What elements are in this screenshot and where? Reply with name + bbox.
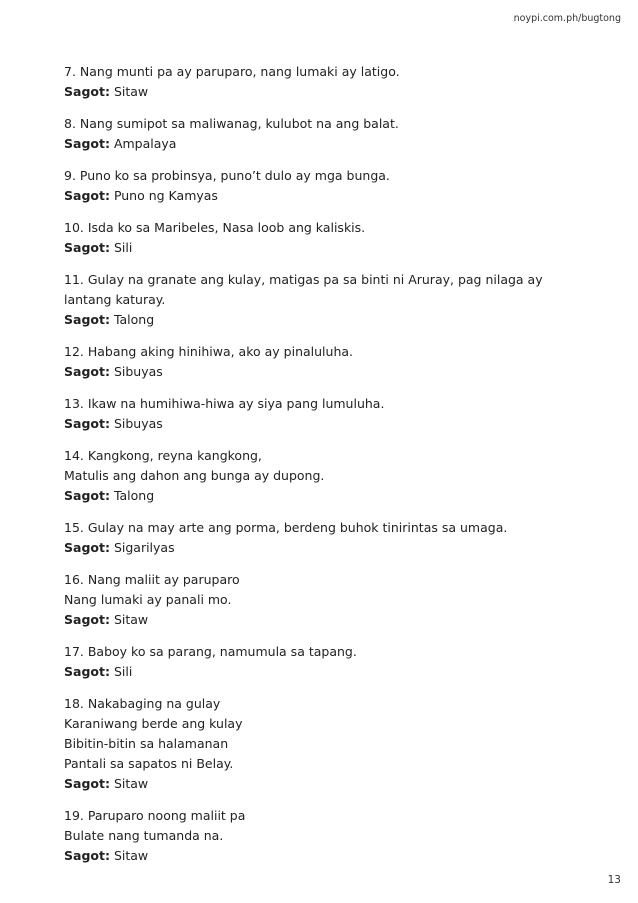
riddle-answer — [64, 610, 584, 630]
answer-label: Sagot: — [64, 488, 110, 503]
riddle-line: 12. Habang aking hinihiwa, ako ay pinaluluha. — [64, 344, 353, 359]
riddle-item — [64, 642, 584, 682]
answer-label: Sagot: — [64, 540, 110, 555]
riddle-item — [64, 806, 584, 866]
answer-value: Sili — [113, 240, 133, 255]
riddle-line: 10. Isda ko sa Maribeles, Nasa loob ang kaliskis. — [64, 220, 366, 235]
riddle-answer — [64, 538, 584, 558]
riddle-list — [64, 62, 584, 878]
riddle-item — [64, 114, 584, 154]
answer-value: Puno ng Kamyas — [113, 188, 218, 203]
answer-label: Sagot: — [64, 848, 110, 863]
riddle-item — [64, 218, 584, 258]
riddle-item — [64, 62, 584, 102]
answer-value: Talong — [113, 312, 155, 327]
riddle-answer — [64, 486, 584, 506]
riddle-answer — [64, 846, 584, 866]
riddle-answer — [64, 662, 584, 682]
riddle-line: 8. Nang sumipot sa maliwanag, kulubot na ang balat. — [64, 116, 399, 131]
riddle-answer — [64, 774, 584, 794]
page-number: 13 — [607, 874, 621, 886]
riddle-line: 18. Nakabaging na gulay — [64, 696, 221, 711]
answer-value: Sibuyas — [113, 416, 163, 431]
riddle-answer — [64, 134, 584, 154]
answer-value: Sitaw — [113, 612, 149, 627]
answer-value: Sitaw — [113, 84, 149, 99]
riddle-item — [64, 166, 584, 206]
riddle-line: Pantali sa sapatos ni Belay. — [64, 756, 234, 771]
answer-value: Sili — [113, 664, 133, 679]
riddle-item — [64, 394, 584, 434]
answer-label: Sagot: — [64, 240, 110, 255]
riddle-answer — [64, 414, 584, 434]
riddle-item — [64, 270, 584, 330]
riddle-answer — [64, 362, 584, 382]
header-url: noypi.com.ph/bugtong — [513, 13, 621, 24]
riddle-line: Bulate nang tumanda na. — [64, 828, 224, 843]
answer-label: Sagot: — [64, 416, 110, 431]
answer-value: Sibuyas — [113, 364, 163, 379]
riddle-line: 14. Kangkong, reyna kangkong, — [64, 448, 262, 463]
riddle-answer — [64, 310, 584, 330]
riddle-answer — [64, 186, 584, 206]
answer-value: Talong — [113, 488, 155, 503]
answer-value: Sitaw — [113, 776, 149, 791]
answer-value: Sitaw — [113, 848, 149, 863]
riddle-line: 9. Puno ko sa probinsya, puno’t dulo ay mga bunga. — [64, 168, 390, 183]
riddle-item — [64, 342, 584, 382]
riddle-answer — [64, 238, 584, 258]
riddle-line: 7. Nang munti pa ay paruparo, nang lumaki ay latigo. — [64, 64, 400, 79]
riddle-line: 13. Ikaw na humihiwa-hiwa ay siya pang lumuluha. — [64, 396, 385, 411]
riddle-line: 16. Nang maliit ay paruparo — [64, 572, 240, 587]
answer-label: Sagot: — [64, 664, 110, 679]
riddle-line: 17. Baboy ko sa parang, namumula sa tapang. — [64, 644, 357, 659]
answer-label: Sagot: — [64, 776, 110, 791]
riddle-line: Bibitin-bitin sa halamanan — [64, 736, 229, 751]
riddle-line: Matulis ang dahon ang bunga ay dupong. — [64, 468, 325, 483]
riddle-line: Nang lumaki ay panali mo. — [64, 592, 232, 607]
riddle-line: Karaniwang berde ang kulay — [64, 716, 243, 731]
riddle-item — [64, 570, 584, 630]
answer-label: Sagot: — [64, 612, 110, 627]
answer-label: Sagot: — [64, 136, 110, 151]
riddle-item — [64, 446, 584, 506]
riddle-line: 11. Gulay na granate ang kulay, matigas pa sa binti ni Aruray, pag nilaga ay lantang katuray. — [64, 272, 543, 307]
answer-label: Sagot: — [64, 364, 110, 379]
answer-value: Sigarilyas — [113, 540, 175, 555]
answer-value: Ampalaya — [113, 136, 177, 151]
riddle-item — [64, 694, 584, 794]
answer-label: Sagot: — [64, 312, 110, 327]
riddle-answer — [64, 82, 584, 102]
answer-label: Sagot: — [64, 188, 110, 203]
answer-label: Sagot: — [64, 84, 110, 99]
riddle-item — [64, 518, 584, 558]
riddle-line: 19. Paruparo noong maliit pa — [64, 808, 246, 823]
riddle-line: 15. Gulay na may arte ang porma, berdeng buhok tinirintas sa umaga. — [64, 520, 508, 535]
